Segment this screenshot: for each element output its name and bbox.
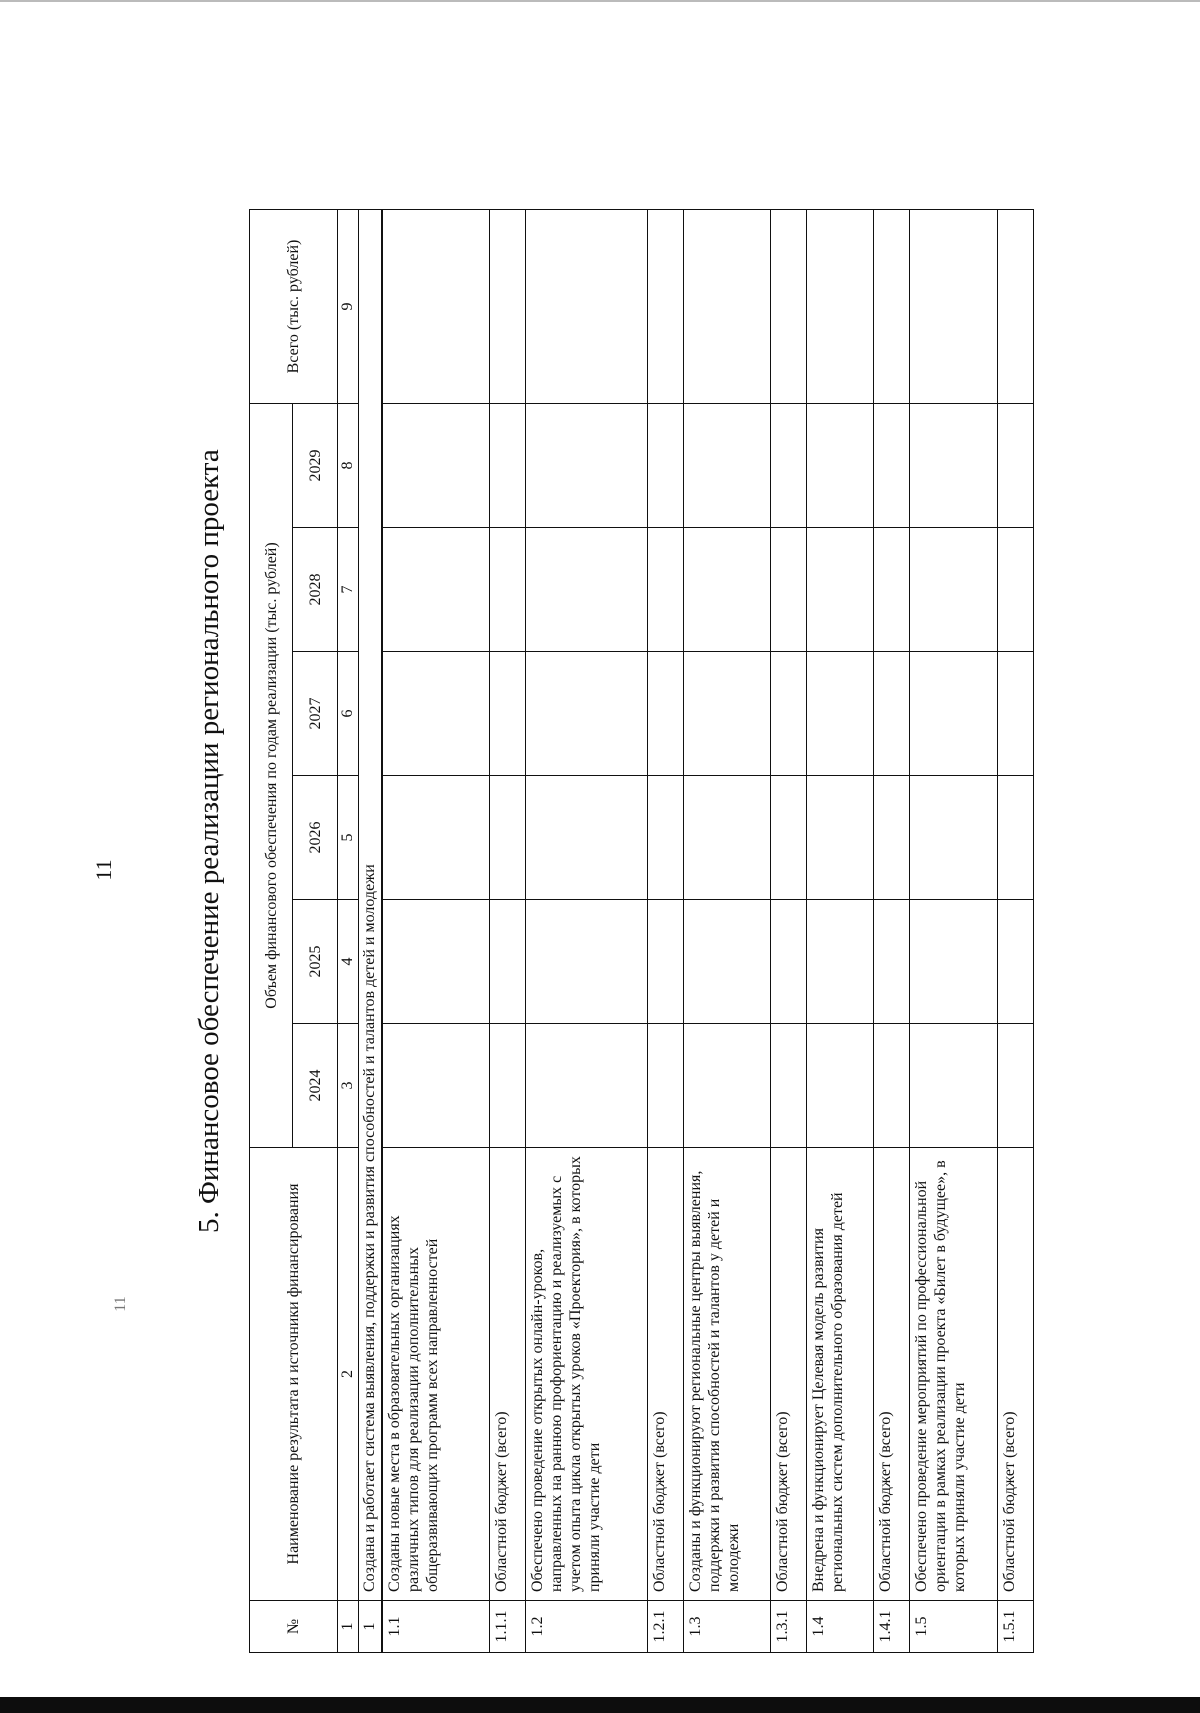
- section-title-cell: Создана и работает система выявления, поддержки и развития способностей и талантов детей и молодежи: [359, 209, 383, 1600]
- row-name: Областной бюджет (всего): [997, 1148, 1033, 1601]
- table-row: [770, 209, 806, 1652]
- column-number: 5: [338, 776, 359, 900]
- table-row: [806, 209, 873, 1652]
- column-number: 4: [338, 900, 359, 1024]
- header-volume: Объем финансового обеспечения по годам реализации (тыс. рублей): [250, 403, 293, 1147]
- table-row: [997, 209, 1033, 1652]
- row-no: 1.5.1: [997, 1601, 1033, 1653]
- financing-table: [249, 209, 1034, 1653]
- table-row: [382, 209, 489, 1652]
- row-no: 1.2: [525, 1601, 647, 1653]
- column-number: 7: [338, 528, 359, 652]
- row-name: Областной бюджет (всего): [489, 1148, 525, 1601]
- table-row: [489, 209, 525, 1652]
- row-name: Областной бюджет (всего): [873, 1148, 909, 1601]
- header-year: 2025: [293, 900, 338, 1024]
- row-name: Обеспечено проведение мероприятий по профессиональной ориентации в рамках реализации проекта «Билет в будущее», в которых приняли участие дети: [909, 1148, 997, 1601]
- section-no: 1: [359, 1601, 383, 1653]
- scan-bottom-edge: [0, 1697, 1200, 1713]
- row-no: 1.3.1: [770, 1601, 806, 1653]
- column-number-row: [338, 209, 359, 1652]
- column-number: 1: [338, 1601, 359, 1653]
- page-number-faint: 11: [112, 1296, 129, 1312]
- section-title: 5. Финансовое обеспечение реализации регионального проекта: [193, 449, 225, 1233]
- row-no: 1.2.1: [647, 1601, 683, 1653]
- row-name: Внедрена и функционирует Целевая модель развития региональных систем дополнительного образования детей: [806, 1148, 873, 1601]
- column-number: 3: [338, 1024, 359, 1148]
- row-name: Созданы и функционируют региональные центры выявления, поддержки и развития способностей и талантов у детей и молодежи: [683, 1148, 770, 1601]
- row-name: Областной бюджет (всего): [647, 1148, 683, 1601]
- row-no: 1.5: [909, 1601, 997, 1653]
- section-row: [359, 209, 383, 1652]
- column-number: 2: [338, 1148, 359, 1601]
- header-year: 2029: [293, 403, 338, 527]
- row-name: Областной бюджет (всего): [770, 1148, 806, 1601]
- row-no: 1.4.1: [873, 1601, 909, 1653]
- table-row: [683, 209, 770, 1652]
- table-row: [909, 209, 997, 1652]
- column-number: 6: [338, 652, 359, 776]
- header-name: Наименование результата и источники финансирования: [250, 1148, 338, 1601]
- row-no: 1.1.1: [489, 1601, 525, 1653]
- header-no: №: [250, 1601, 338, 1653]
- column-number: 9: [338, 209, 359, 403]
- header-total: Всего (тыс. рублей): [250, 209, 338, 403]
- row-name: Созданы новые места в образовательных организациях различных типов для реализации дополнительных общеразвивающих программ всех направленностей: [382, 1148, 489, 1601]
- table-row: [525, 209, 647, 1652]
- page-number: 11: [91, 859, 116, 881]
- row-no: 1.3: [683, 1601, 770, 1653]
- table-row: [873, 209, 909, 1652]
- row-name: Обеспечено проведение открытых онлайн-уроков, направленных на раннюю профориентацию и реализуемых с учетом опыта цикла открытых уроков «Проектория», в которых приняли участие дети: [525, 1148, 647, 1601]
- header-year: 2026: [293, 776, 338, 900]
- table-row: [647, 209, 683, 1652]
- row-no: 1.1: [382, 1601, 489, 1653]
- row-no: 1.4: [806, 1601, 873, 1653]
- column-number: 8: [338, 403, 359, 527]
- header-year: 2028: [293, 528, 338, 652]
- header-year: 2027: [293, 652, 338, 776]
- header-year: 2024: [293, 1024, 338, 1148]
